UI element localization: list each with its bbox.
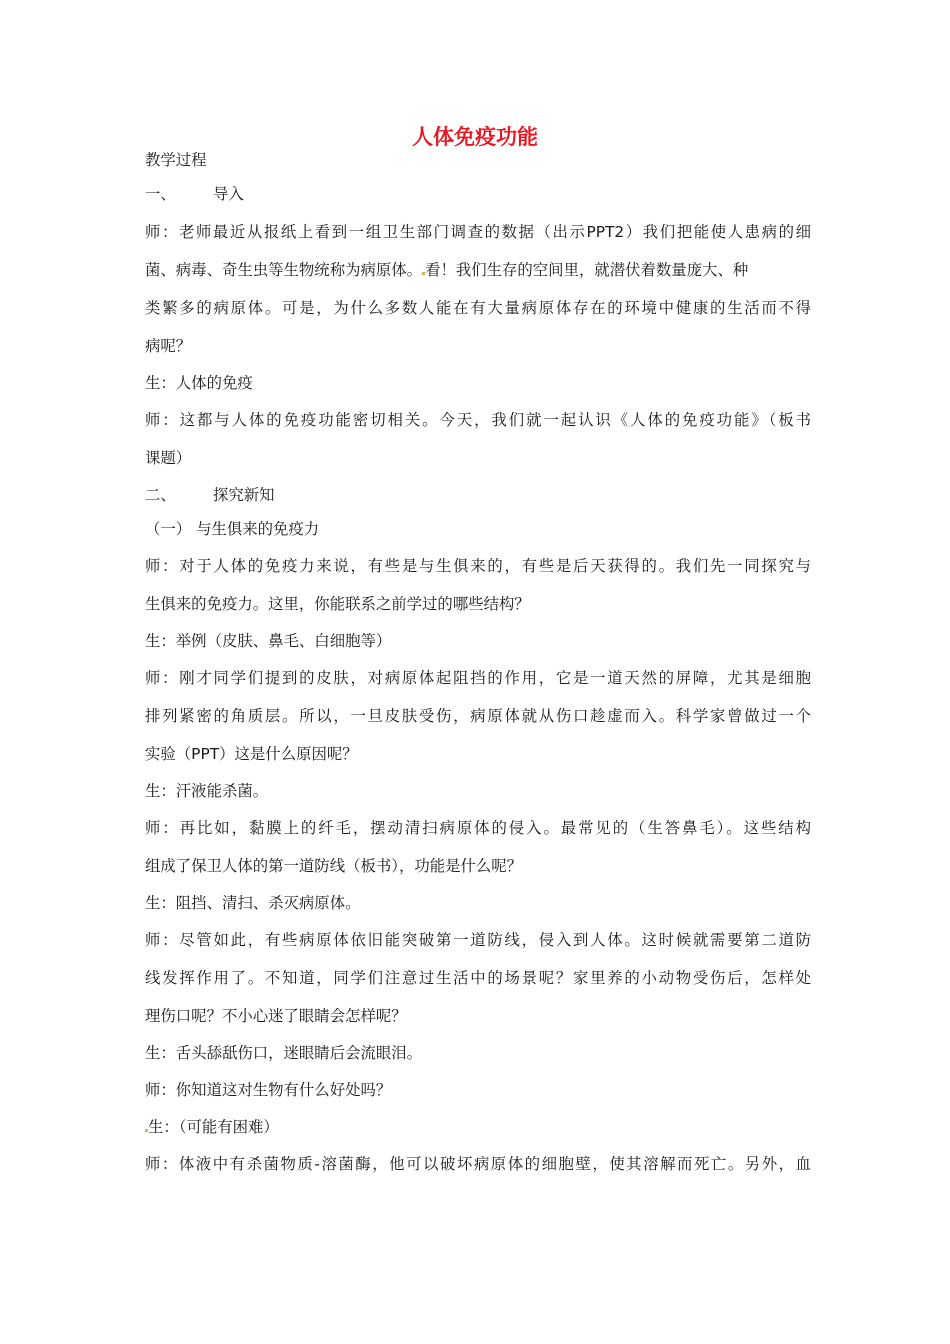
dialogue-line: 生：汗液能杀菌。 [145,782,269,800]
paragraph-line [145,260,811,280]
paragraph-line: 师：这都与人体的免疫功能密切相关。今天，我们就一起认识《人体的免疫功能》（板书 [145,411,811,429]
paragraph-line: 生俱来的免疫力。这里，你能联系之前学过的哪些结构？ [145,595,530,613]
dialogue-line: 师：你知道这对生物有什么好处吗？ [145,1081,392,1099]
paragraph-line: 课题） [145,449,192,467]
dialogue-line: 生：阻挡、清扫、杀灭病原体。 [145,894,361,912]
subsection-heading: （一） 与生俱来的免疫力 [145,520,320,538]
paragraph-line: 师：再比如，黏膜上的纤毛，摆动清扫病原体的侵入。最常见的（生答鼻毛）。这些结构 [145,819,811,837]
paragraph-line: 师：体液中有杀菌物质-溶菌酶，他可以破坏病原体的细胞壁，使其溶解而死亡。另外，血 [145,1155,811,1173]
paragraph-line: 师：老师最近从报纸上看到一组卫生部门调查的数据（出示PPT2）我们把能使人患病的细 [145,223,811,241]
text-span: 菌、病毒、奇生虫等生物统称为病原体。 [145,261,423,279]
section-heading-explore [145,485,811,505]
paragraph-line: 理伤口呢？不小心迷了眼睛会怎样呢？ [145,1007,407,1025]
section-number: 一、 [145,185,176,203]
section-heading: 教学过程 [145,151,207,169]
document-title: 人体免疫功能 [412,125,538,149]
document-body [145,150,811,1174]
paragraph-line: 实验（PPT）这是什么原因呢？ [145,745,358,763]
section-title: 导入 [213,185,244,203]
dialogue-line: 生：举例（皮肤、鼻毛、白细胞等） [145,632,392,650]
paragraph-line: 师：对于人体的免疫力来说，有些是与生俱来的，有些是后天获得的。我们先一同探究与 [145,557,811,575]
section-heading-intro [145,184,811,204]
section-number: 二、 [145,486,176,504]
paragraph-line: 组成了保卫人体的第一道防线（板书），功能是什么呢？ [145,857,523,875]
paragraph-line: 病呢？ [145,337,192,355]
paragraph-line: 师：尽管如此，有些病原体依旧能突破第一道防线，侵入到人体。这时候就需要第二道防 [145,931,811,949]
text-span: 看！我们生存的空间里，就潜伏着数量庞大、种 [425,261,749,279]
text-span: 生：（可能有困难） [148,1118,279,1136]
paragraph-line: 师：刚才同学们提到的皮肤，对病原体起阻挡的作用，它是一道天然的屏障，尤其是细胞 [145,669,811,687]
paragraph-line: 线发挥作用了。不知道，同学们注意过生活中的场景呢？家里养的小动物受伤后，怎样处 [145,969,811,987]
paragraph-line: 排列紧密的角质层。所以，一旦皮肤受伤，病原体就从伤口趁虚而入。科学家曾做过一个 [145,707,811,725]
dialogue-line: 生：舌头舔舐伤口，迷眼睛后会流眼泪。 [145,1044,423,1062]
paragraph-line: 类繁多的病原体。可是，为什么多数人能在有大量病原体存在的环境中健康的生活而不得 [145,299,811,317]
dialogue-line [145,1117,811,1137]
section-title: 探究新知 [213,486,275,504]
dialogue-line: 生：人体的免疫 [145,374,253,392]
